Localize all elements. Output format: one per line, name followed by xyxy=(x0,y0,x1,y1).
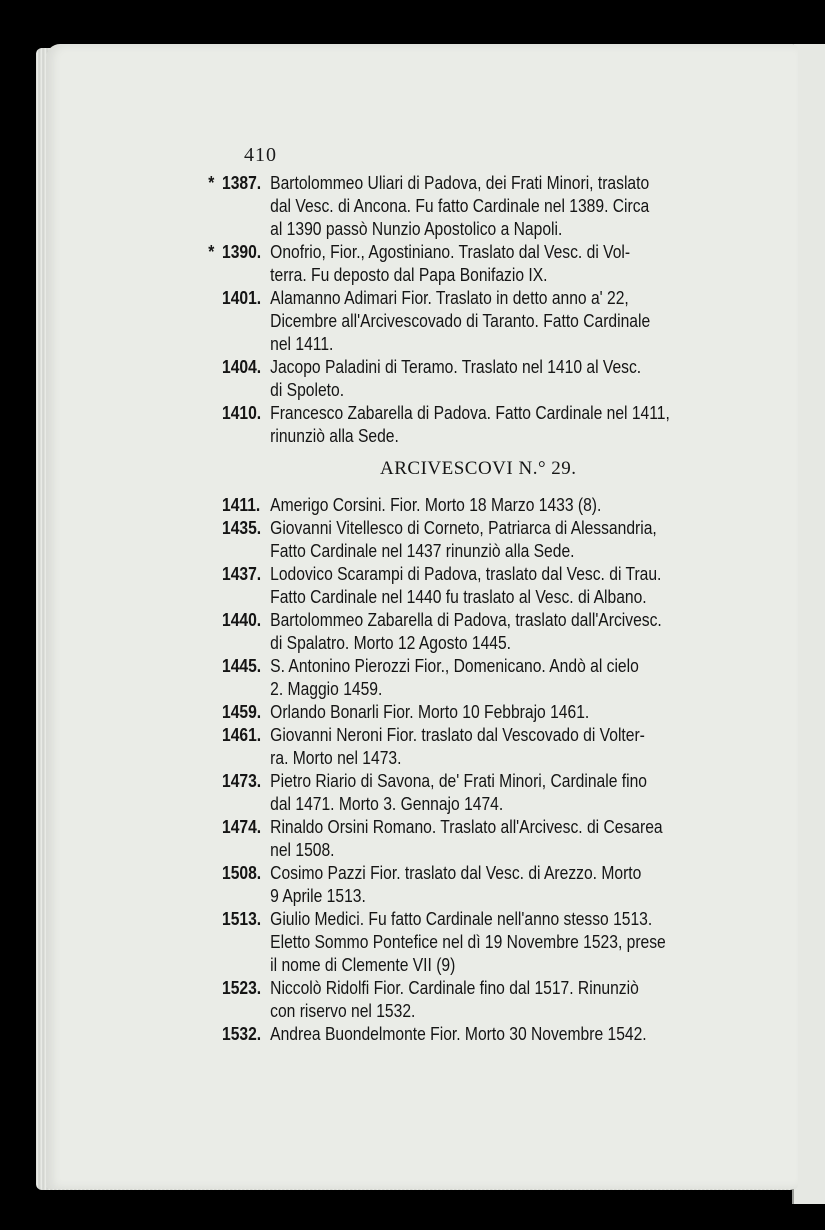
entry-line: S. Antonino Pierozzi Fior., Domenicano. Andò al cielo xyxy=(270,656,639,676)
list-entry xyxy=(222,1023,776,1046)
entry-line: il nome di Clemente VII (9) xyxy=(270,955,456,975)
entry-year: 1404. xyxy=(222,357,262,377)
entry-line: Andrea Buondelmonte Fior. Morto 30 Novembre 1542. xyxy=(270,1024,647,1044)
entry-line: nel 1411. xyxy=(270,334,334,354)
section-title: ARCIVESCOVI N.° 29. xyxy=(380,458,577,479)
list-entry xyxy=(222,609,776,655)
entry-line: Giulio Medici. Fu fatto Cardinale nell'anno stesso 1513. xyxy=(270,909,653,929)
entry-line: Alamanno Adimari Fior. Traslato in detto anno a' 22, xyxy=(270,288,629,308)
entry-mark: * xyxy=(208,173,215,193)
entry-line: di Spalatro. Morto 12 Agosto 1445. xyxy=(270,633,512,653)
entry-year: 1435. xyxy=(222,518,262,538)
entry-line: Cosimo Pazzi Fior. traslato dal Vesc. di Arezzo. Morto xyxy=(270,863,642,883)
entry-line: Fatto Cardinale nel 1437 rinunziò alla Sede. xyxy=(270,541,575,561)
list-entry xyxy=(222,356,776,402)
entry-year: 1401. xyxy=(222,288,262,308)
list-entry xyxy=(222,655,776,701)
entry-line: rinunziò alla Sede. xyxy=(270,426,399,446)
list-entry xyxy=(222,862,776,908)
entry-line: dal Vesc. di Ancona. Fu fatto Cardinale nel 1389. Circa xyxy=(270,196,650,216)
list-entry xyxy=(222,701,776,724)
entry-line: terra. Fu deposto dal Papa Bonifazio IX. xyxy=(270,265,548,285)
entry-year: 1508. xyxy=(222,863,262,883)
list-entry xyxy=(222,517,776,563)
list-entry xyxy=(222,724,776,770)
list-entry xyxy=(222,908,776,977)
entry-line: Niccolò Ridolfi Fior. Cardinale fino dal 1517. Rinunziò xyxy=(270,978,639,998)
archbishops-list xyxy=(222,494,732,1046)
entry-line: Giovanni Neroni Fior. traslato dal Vescovado di Volter- xyxy=(270,725,645,745)
entry-year: 1411. xyxy=(222,495,261,515)
list-entry xyxy=(208,241,776,287)
list-entry xyxy=(222,816,776,862)
entry-line: Bartolommeo Zabarella di Padova, traslato dall'Arcivesc. xyxy=(270,610,662,630)
list-entry xyxy=(222,287,776,356)
entry-year: 1461. xyxy=(222,725,262,745)
entry-line: ra. Morto nel 1473. xyxy=(270,748,402,768)
entry-mark: * xyxy=(208,242,215,262)
entry-line: di Spoleto. xyxy=(270,380,345,400)
list-entry xyxy=(222,977,776,1023)
entry-line: Dicembre all'Arcivescovado di Taranto. Fatto Cardinale xyxy=(270,311,651,331)
entry-line: dal 1471. Morto 3. Gennajo 1474. xyxy=(270,794,504,814)
entry-line: nel 1508. xyxy=(270,840,335,860)
entry-line: Amerigo Corsini. Fior. Morto 18 Marzo 1433 (8). xyxy=(270,495,602,515)
entry-line: con riservo nel 1532. xyxy=(270,1001,416,1021)
entry-line: Fatto Cardinale nel 1440 fu traslato al Vesc. di Albano. xyxy=(270,587,647,607)
entry-line: Francesco Zabarella di Padova. Fatto Cardinale nel 1411, xyxy=(270,403,670,423)
entry-line: Rinaldo Orsini Romano. Traslato all'Arcivesc. di Cesarea xyxy=(270,817,663,837)
entry-year: 1390. xyxy=(222,242,262,262)
entry-year: 1459. xyxy=(222,702,262,722)
list-entry xyxy=(222,494,776,517)
list-entry xyxy=(222,770,776,816)
entry-year: 1410. xyxy=(222,403,262,423)
entry-line: Pietro Riario di Savona, de' Frati Minori, Cardinale fino xyxy=(270,771,647,791)
entry-year: 1473. xyxy=(222,771,262,791)
entry-line: al 1390 passò Nunzio Apostolico a Napoli. xyxy=(270,219,563,239)
entry-line: 2. Maggio 1459. xyxy=(270,679,383,699)
bishops-list xyxy=(208,172,732,448)
entry-year: 1445. xyxy=(222,656,262,676)
entry-line: Onofrio, Fior., Agostiniano. Traslato dal Vesc. di Vol- xyxy=(270,242,631,262)
entry-line: Jacopo Paladini di Teramo. Traslato nel 1410 al Vesc. xyxy=(270,357,642,377)
entry-year: 1437. xyxy=(222,564,262,584)
entry-year: 1523. xyxy=(222,978,262,998)
entry-year: 1387. xyxy=(222,173,262,193)
entry-line: Bartolommeo Uliari di Padova, dei Frati Minori, traslato xyxy=(270,173,650,193)
list-entry xyxy=(222,402,776,448)
list-entry xyxy=(222,563,776,609)
list-entry xyxy=(208,172,776,241)
entry-line: Eletto Sommo Pontefice nel dì 19 Novembre 1523, prese xyxy=(270,932,666,952)
entry-year: 1513. xyxy=(222,909,262,929)
entry-year: 1474. xyxy=(222,817,262,837)
entry-line: 9 Aprile 1513. xyxy=(270,886,366,906)
entry-year: 1532. xyxy=(222,1024,262,1044)
entry-year: 1440. xyxy=(222,610,262,630)
entry-line: Orlando Bonarli Fior. Morto 10 Febbrajo 1461. xyxy=(270,702,590,722)
entry-line: Giovanni Vitellesco di Corneto, Patriarca di Alessandria, xyxy=(270,518,657,538)
page-number: 410 xyxy=(244,144,277,166)
entry-line: Lodovico Scarampi di Padova, traslato dal Vesc. di Trau. xyxy=(270,564,662,584)
